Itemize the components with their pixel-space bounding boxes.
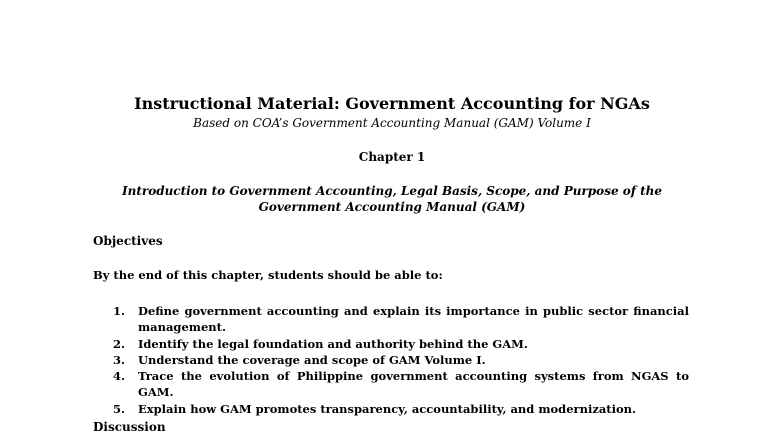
objective-text: Identify the legal foundation and authority behind the GAM.	[138, 336, 528, 351]
objective-item	[113, 352, 689, 368]
objectives-list	[113, 303, 689, 417]
chapter-label: Chapter 1	[358, 150, 426, 164]
objective-number: 3.	[113, 352, 126, 367]
objective-text: Understand the coverage and scope of GAM Volume I.	[138, 352, 486, 367]
objective-number: 2.	[113, 336, 126, 351]
objective-item	[113, 368, 689, 401]
objective-item	[113, 303, 689, 336]
objective-number: 5.	[113, 401, 126, 416]
objective-number: 4.	[113, 369, 126, 384]
objective-item	[113, 336, 689, 352]
objectives-intro: By the end of this chapter, students should be able to:	[93, 268, 443, 282]
objectives-heading: Objectives	[93, 234, 163, 248]
objective-text: Trace the evolution of Philippine government accounting systems from NGAS to GAM.	[138, 369, 689, 400]
objective-text: Define government accounting and explain its importance in public sector financial management.	[138, 304, 689, 335]
objective-item	[113, 401, 689, 417]
chapter-title: Introduction to Government Accounting, Legal Basis, Scope, and Purpose of the Government Accounting Manual (GAM)	[121, 184, 663, 214]
objective-number: 1.	[113, 304, 126, 318]
document-title: Instructional Material: Government Accounting for NGAs	[134, 94, 650, 113]
document-subtitle: Based on COA’s Government Accounting Manual (GAM) Volume I	[193, 116, 591, 130]
discussion-heading: Discussion	[93, 420, 166, 434]
objective-text: Explain how GAM promotes transparency, accountability, and modernization.	[138, 401, 637, 416]
